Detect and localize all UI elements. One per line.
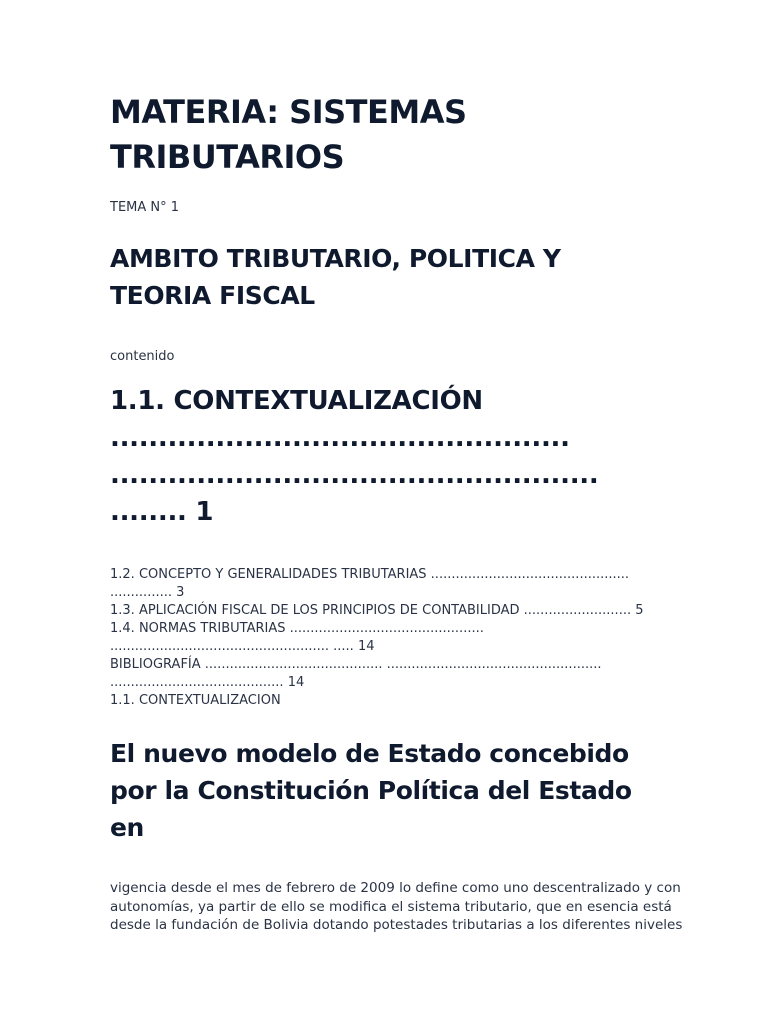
toc-line: 1.3. APLICACIÓN FISCAL DE LOS PRINCIPIOS DE CONTABILIDAD .......................... 5: [110, 603, 644, 618]
title-line-2: TRIBUTARIOS: [110, 138, 345, 176]
toc-heading-line-1: 1.1. CONTEXTUALIZACIÓN: [110, 386, 483, 416]
subtitle-line-1: AMBITO TRIBUTARIO, POLITICA Y: [110, 244, 561, 273]
subtitle-line-2: TEORIA FISCAL: [110, 281, 315, 310]
title-line-1: MATERIA: SISTEMAS: [110, 93, 467, 131]
toc-heading-line-4: ........ 1: [110, 497, 214, 527]
body-paragraph: [110, 879, 683, 935]
toc-line: .......................................... 14: [110, 675, 305, 690]
toc-heading-line-2: ................................................: [110, 423, 570, 453]
tema-label: TEMA N° 1: [110, 200, 180, 215]
table-of-contents: [110, 566, 670, 710]
section-heading-line-3: en: [110, 813, 144, 842]
section-heading-line-2: por la Constitución Política del Estado: [110, 776, 632, 805]
toc-line: 1.2. CONCEPTO Y GENERALIDADES TRIBUTARIAS ................................................: [110, 567, 630, 582]
body-line: desde la fundación de Bolivia dotando potestades tributarias a los diferentes niveles: [110, 917, 683, 933]
toc-heading-line-3: ...................................................: [110, 460, 599, 490]
section-heading-line-1: El nuevo modelo de Estado concebido: [110, 739, 629, 768]
toc-heading-contextualizacion: [110, 383, 670, 531]
toc-line: ..................................................... ..... 14: [110, 639, 375, 654]
contenido-label: contenido: [110, 349, 175, 364]
body-line: vigencia desde el mes de febrero de 2009 lo define como uno descentralizado y con: [110, 880, 681, 896]
subtitle-heading: [110, 240, 561, 314]
toc-line: ............... 3: [110, 585, 185, 600]
section-heading: [110, 735, 670, 846]
document-title: [110, 90, 467, 180]
toc-line: 1.1. CONTEXTUALIZACION: [110, 693, 281, 708]
toc-line: 1.4. NORMAS TRIBUTARIAS ...............................................: [110, 621, 484, 636]
toc-line: BIBLIOGRAFÍA ........................................... ....................................................: [110, 657, 602, 672]
body-line: autonomías, ya partir de ello se modifica el sistema tributario, que en esencia está: [110, 898, 672, 915]
